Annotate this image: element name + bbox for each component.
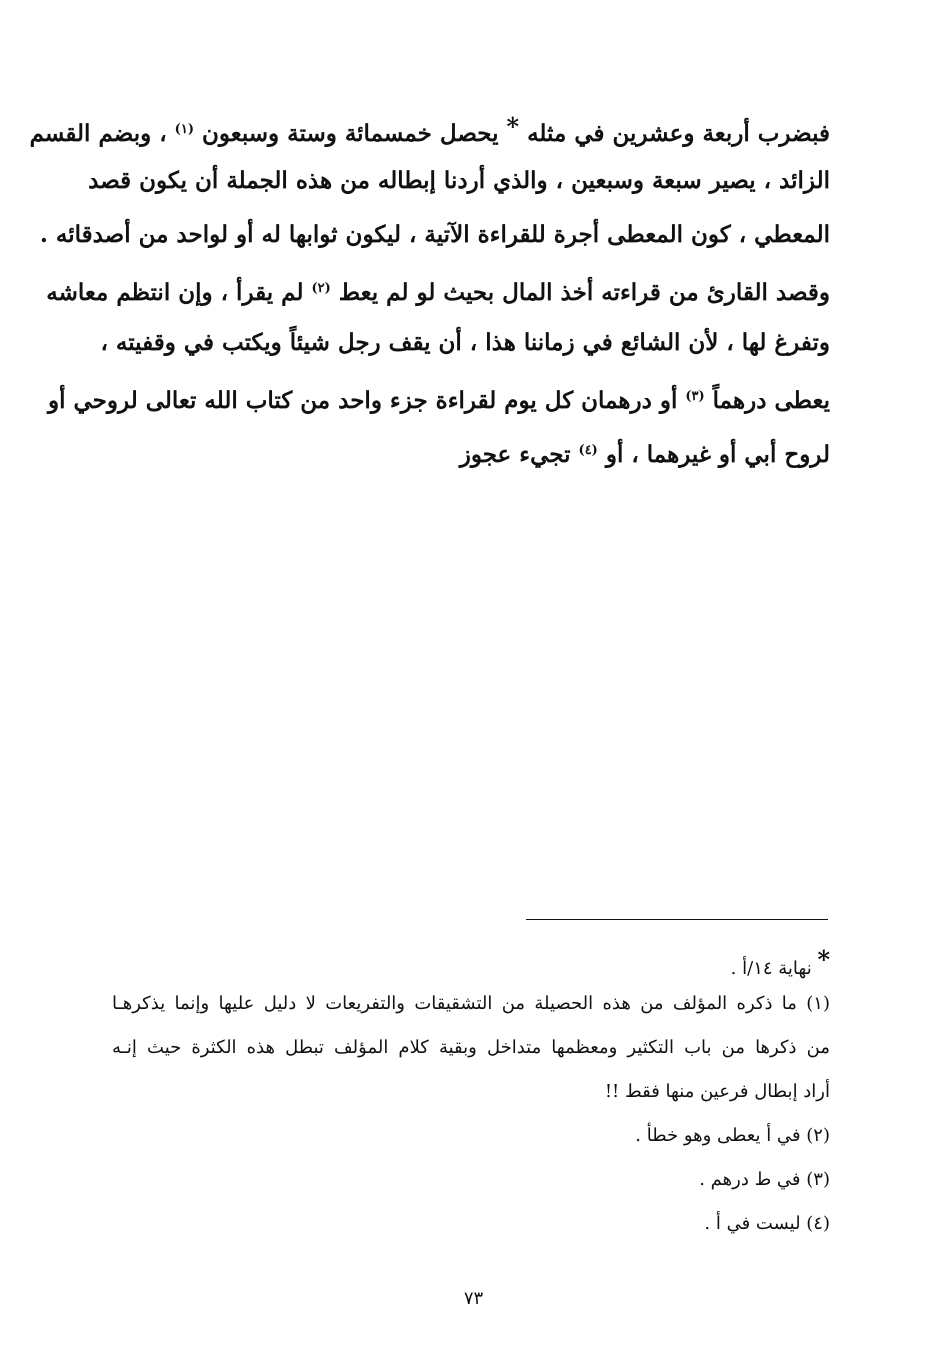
text-segment: لم يقرأ ، وإن انتظم معاشه (46, 279, 312, 306)
footnote-1-line-1: (١) ما ذكره المؤلف من هذه الحصيلة من التشقيقات والتفريعات لا دليل عليها وإنما يذكرهـا (112, 993, 830, 1014)
text-segment: لروح أبي أو غيرهما ، أو (597, 441, 830, 468)
footnote-3: (٣) في ط درهم . (699, 1169, 830, 1190)
footnote-star (112, 938, 830, 982)
footnote-1-line-2: من ذكرها من باب التكثير ومعظمها متداخل وبقية كلام المؤلف تبطل هذه الكثرة حيث إنـه (112, 1037, 830, 1058)
footnote-ref-4[interactable]: (٤) (578, 443, 598, 458)
footnotes (112, 938, 830, 1246)
footnote-4: (٤) ليست في أ . (704, 1213, 830, 1234)
footnote-ref-3[interactable]: (٣) (685, 389, 705, 404)
text-segment: فبضرب أربعة وعشرين في مثله (519, 120, 830, 147)
text-segment: يعطى درهماً (704, 387, 830, 414)
text-line-6 (48, 370, 830, 424)
text-line-5: وتفرغ لها ، لأن الشائع في زماننا هذا ، أن يقف رجل شيئاً ويكتب في وقفيته ، (100, 329, 830, 356)
footnote-ref-1[interactable]: (١) (174, 122, 194, 137)
text-segment: أو درهمان كل يوم لقراءة جزء واحد من كتاب الله تعالى لروحي أو (48, 387, 686, 414)
footnote-ref-2[interactable]: (٢) (311, 281, 331, 296)
text-segment: ، وبضم القسم (29, 120, 175, 147)
text-segment: وقصد القارئ من قراءته أخذ المال بحيث لو لم يعط (330, 279, 830, 306)
footnote-separator (526, 919, 828, 920)
text-line-3: المعطي ، كون المعطى أجرة للقراءة الآتية ، ليكون ثوابها له أو لواحد من أصدقائه . (39, 221, 830, 248)
page-break-marker: * (506, 112, 520, 141)
footnote-2: (٢) في أ يعطى وهو خطأ . (635, 1125, 830, 1146)
text-line-7 (128, 424, 830, 478)
footnote-1-line-3: أراد إبطال فرعين منها فقط !! (604, 1081, 830, 1102)
text-segment: يحصل خمسمائة وستة وسبعون (193, 120, 507, 147)
text-line-1 (29, 100, 830, 154)
page-number: ٧٣ (463, 1288, 484, 1309)
main-text (29, 100, 830, 478)
text-segment: تجيء عجوز (459, 441, 579, 468)
star-mark: * (817, 945, 830, 974)
text-line-2: الزائد ، يصير سبعة وسبعين ، والذي أردنا إبطاله من هذه الجملة أن يكون قصد (88, 167, 830, 194)
text-line-4 (46, 262, 830, 316)
footnote-star-text: نهاية ١٤/أ . (730, 958, 818, 979)
